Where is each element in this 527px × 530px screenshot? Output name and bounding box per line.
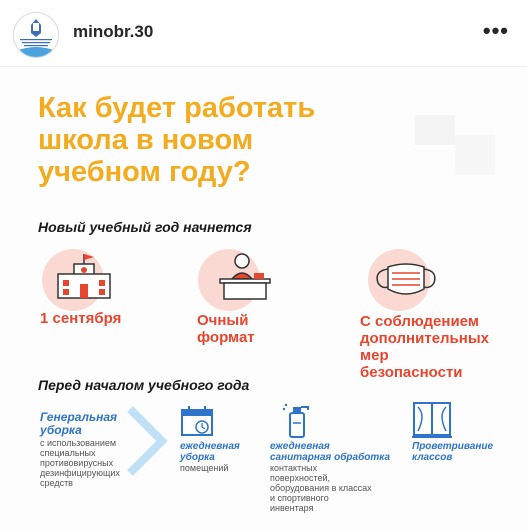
spray-bottle-icon: [282, 401, 312, 439]
safety-measures-label: С соблюдением дополнительных мер безопасности: [360, 313, 489, 381]
sanitation-title: ежедневная санитарная обработка: [270, 441, 391, 463]
headline-line: Как будет работать: [38, 92, 316, 124]
daily-cleaning-text: помещений: [180, 463, 229, 473]
format-label: Очный формат: [197, 312, 255, 346]
chevron-right-icon: [126, 405, 168, 477]
start-date-label: 1 сентября: [40, 310, 122, 327]
section-title-before-year: Перед началом учебного года: [38, 377, 250, 393]
headline-line: учебном году?: [38, 156, 251, 188]
sanitation-text: контактных поверхностей, оборудования в классах и спортивного инвентаря: [270, 463, 372, 513]
post-header: [0, 0, 527, 67]
window-icon: [412, 401, 452, 439]
ministry-logo-icon: [14, 13, 58, 57]
more-options-icon[interactable]: •••: [482, 18, 509, 43]
headline-line: школа в новом: [38, 124, 254, 156]
general-cleaning-title: Генеральная уборка: [40, 410, 118, 437]
post-image: [0, 67, 527, 530]
teacher-at-desk-icon: [210, 249, 275, 304]
school-building-icon: [54, 252, 114, 302]
account-username[interactable]: minobr.30: [73, 22, 154, 41]
face-mask-icon: [370, 257, 442, 305]
daily-cleaning-title: ежедневная уборка: [180, 441, 240, 463]
profile-avatar[interactable]: [13, 12, 59, 58]
ventilation-title: Проветривание классов: [412, 441, 494, 463]
decorative-pattern-icon: [395, 95, 505, 195]
calendar-icon: [180, 405, 214, 437]
headline: [38, 92, 398, 188]
section-title-new-year: Новый учебный год начнется: [38, 219, 252, 235]
general-cleaning-text: с использованием специальных противовирусных дезинфицирующих средств: [40, 438, 120, 488]
